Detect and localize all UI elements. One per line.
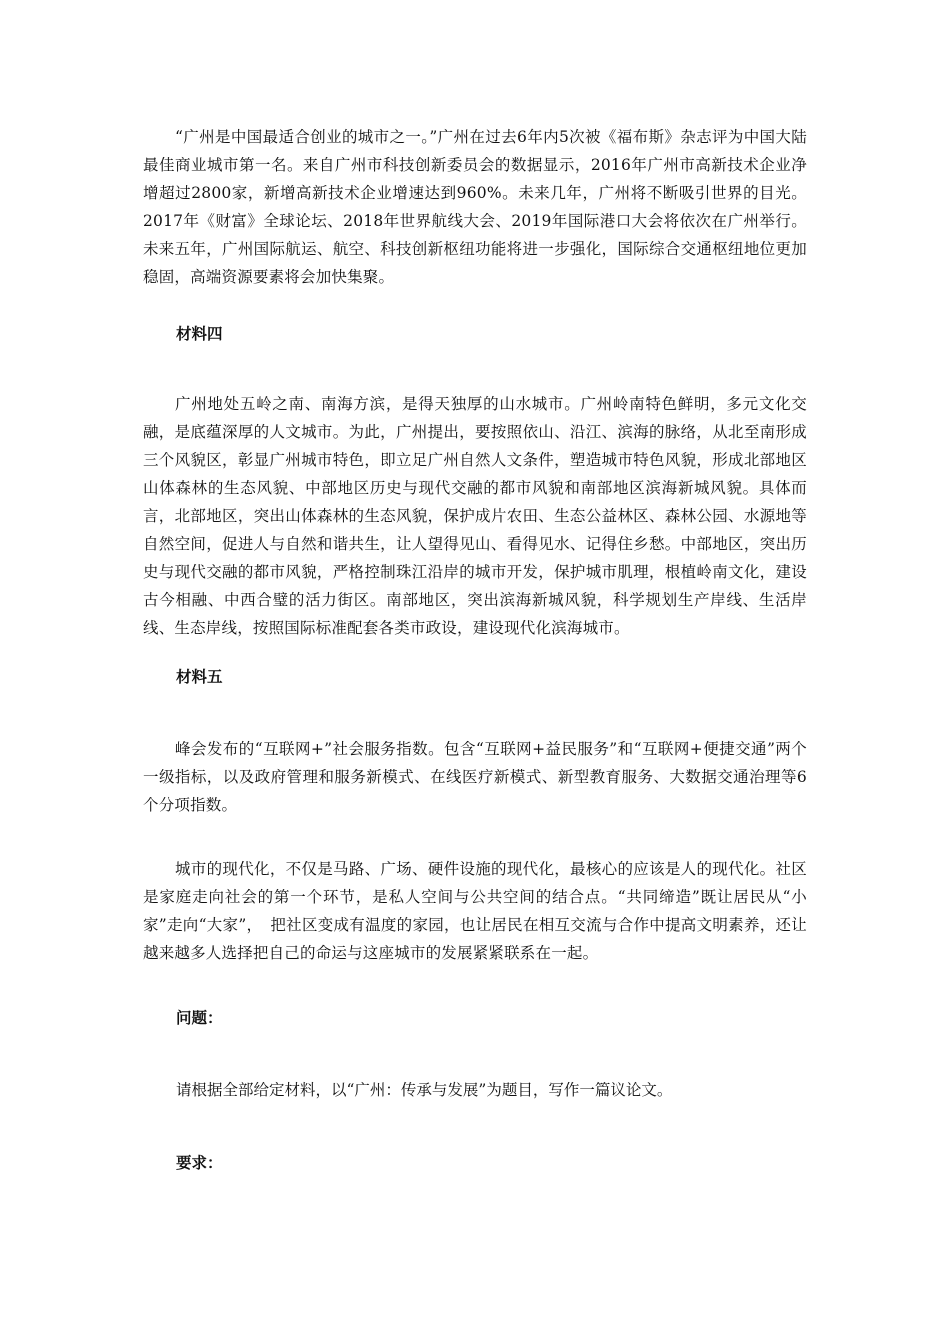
paragraph-guangzhou-business: “广州是中国最适合创业的城市之一。”广州在过去6年内5次被《福布斯》杂志评为中国大陆最佳商业城市第一名。来自广州市科技创新委员会的数据显示，2016年广州市高新技术企业净增超过2800家，新增高新技术企业增速达到960%。未来几年，广州将不断吸引世界的目光。2017年《财富》全球论坛、2018年世界航线大会、2019年国际港口大会将依次在广州举行。未来五年，广州国际航运、航空、科技创新枢纽功能将进一步强化，国际综合交通枢纽地位更加稳固，高端资源要素将会加快集聚。 [143, 128, 807, 286]
heading-material-four: 材料四 [176, 324, 223, 343]
question-text: 请根据全部给定材料，以“广州：传承与发展”为题目，写作一篇议论文。 [176, 1081, 673, 1099]
heading-material-five: 材料五 [176, 667, 223, 686]
paragraph-guangzhou-landscape: 广州地处五岭之南、南海方滨，是得天独厚的山水城市。广州岭南特色鲜明，多元文化交融，是底蕴深厚的人文城市。为此，广州提出，要按照依山、沿江、滨海的脉络，从北至南形成三个风貌区，彰显广州城市特色，即立足广州自然人文条件，塑造城市特色风貌，形成北部地区山体森林的生态风貌、中部地区历史与现代交融的都市风貌和南部地区滨海新城风貌。具体而言，北部地区，突出山体森林的生态风貌，保护成片农田、生态公益林区、森林公园、水源地等自然空间，促进人与自然和谐共生，让人望得见山、看得见水、记得住乡愁。中部地区，突出历史与现代交融的都市风貌，严格控制珠江沿岸的城市开发，保护城市肌理，根植岭南文化，建设古今相融、中西合璧的活力街区。南部地区，突出滨海新城风貌，科学规划生产岸线、生活岸线、生态岸线，按照国际标准配套各类市政设，建设现代化滨海城市。 [143, 395, 807, 637]
heading-question: 问题： [176, 1008, 223, 1027]
paragraph-internet-plus-index: 峰会发布的“互联网+”社会服务指数。包含“互联网+益民服务”和“互联网+便捷交通”两个一级指标，以及政府管理和服务新模式、在线医疗新模式、新型教育服务、大数据交通治理等6个分项指数。 [143, 740, 807, 814]
paragraph-community-modernization: 城市的现代化，不仅是马路、广场、硬件设施的现代化，最核心的应该是人的现代化。社区是家庭走向社会的第一个环节，是私人空间与公共空间的结合点。“共同缔造”既让居民从“小家”走向“大家”， 把社区变成有温度的家园，也让居民在相互交流与合作中提高文明素养，还让越来越多人选择把自己的命运与这座城市的发展紧紧联系在一起。 [143, 860, 807, 962]
heading-requirements: 要求： [176, 1153, 223, 1172]
